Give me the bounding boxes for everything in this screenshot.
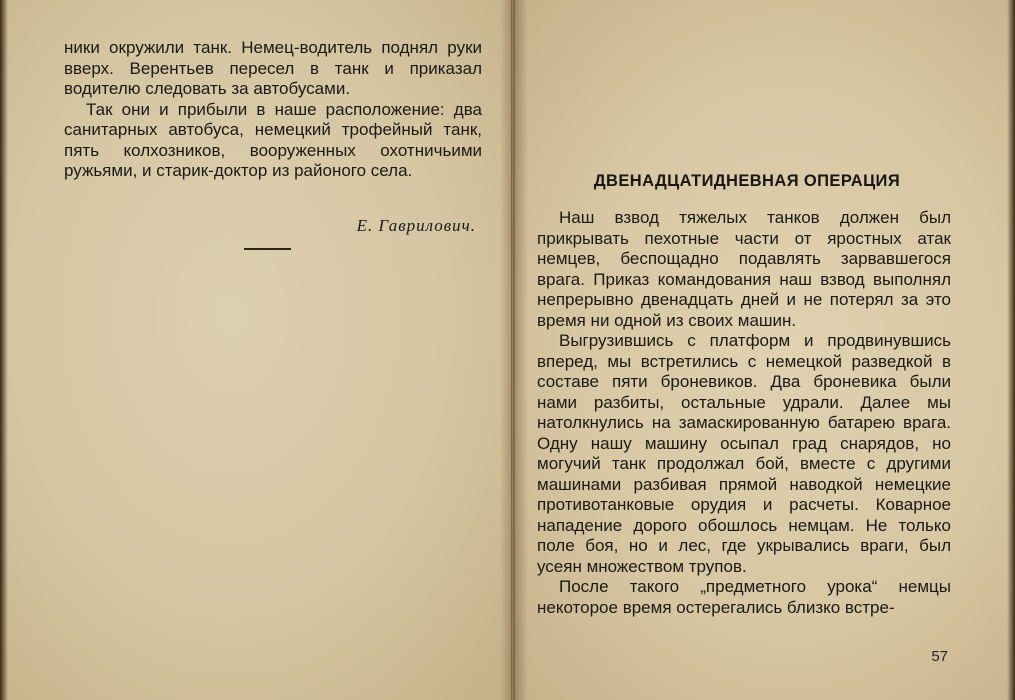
right-paragraph-3: После такого „предметного урока“ немцы некоторое время остерегались близко встре- bbox=[537, 577, 951, 617]
left-paragraph-2: Так они и прибыли в наше расположение: два санитарных автобуса, немецкий трофейный танк, пять колхозников, вооруженных охотничьими ружьями, и старик-доктор из районого села. bbox=[64, 99, 482, 180]
author-signature: Е. Гаврилович. bbox=[356, 216, 476, 235]
left-page-text bbox=[64, 38, 482, 182]
left-page-edge bbox=[0, 0, 8, 700]
page-number: 57 bbox=[931, 648, 948, 665]
right-paragraph-2: Выгрузившись с платформ и продвинувшись вперед, мы встретились с немецкой разведкой в составе пяти броневиков. Два броневика были нами разбиты, остальные удрали. Далее мы натолкнулись на замаскированную батарею врага. Одну нашу машину осыпал град снарядов, но могучий танк продолжал бой, вместе с другими машинами разбивая прямой наводкой немецкие противотанковые орудия и расчеты. Коварное нападение дорого обошлось немцам. Не только поле боя, но и лес, где укрывались враги, был усеян множеством трупов. bbox=[537, 331, 951, 576]
book-gutter bbox=[500, 0, 528, 700]
chapter-title: ДВЕНАДЦАТИДНЕВНАЯ ОПЕРАЦИЯ bbox=[593, 172, 901, 190]
right-page-text bbox=[537, 208, 951, 618]
right-page-edge bbox=[1007, 0, 1015, 700]
section-separator bbox=[244, 248, 291, 250]
right-paragraph-1: Наш взвод тяжелых танков должен был прикрывать пехотные части от яростных атак немцев, беспощадно подавлять зарвавшегося врага. Приказ командования наш взвод выполнял непрерывно двенадцать дней и не потерял за это время ни одной из своих машин. bbox=[537, 208, 951, 330]
left-paragraph-1: ники окружили танк. Немец-водитель поднял руки вверх. Верентьев пересел в танк и приказал водителю следовать за автобусами. bbox=[64, 38, 482, 98]
